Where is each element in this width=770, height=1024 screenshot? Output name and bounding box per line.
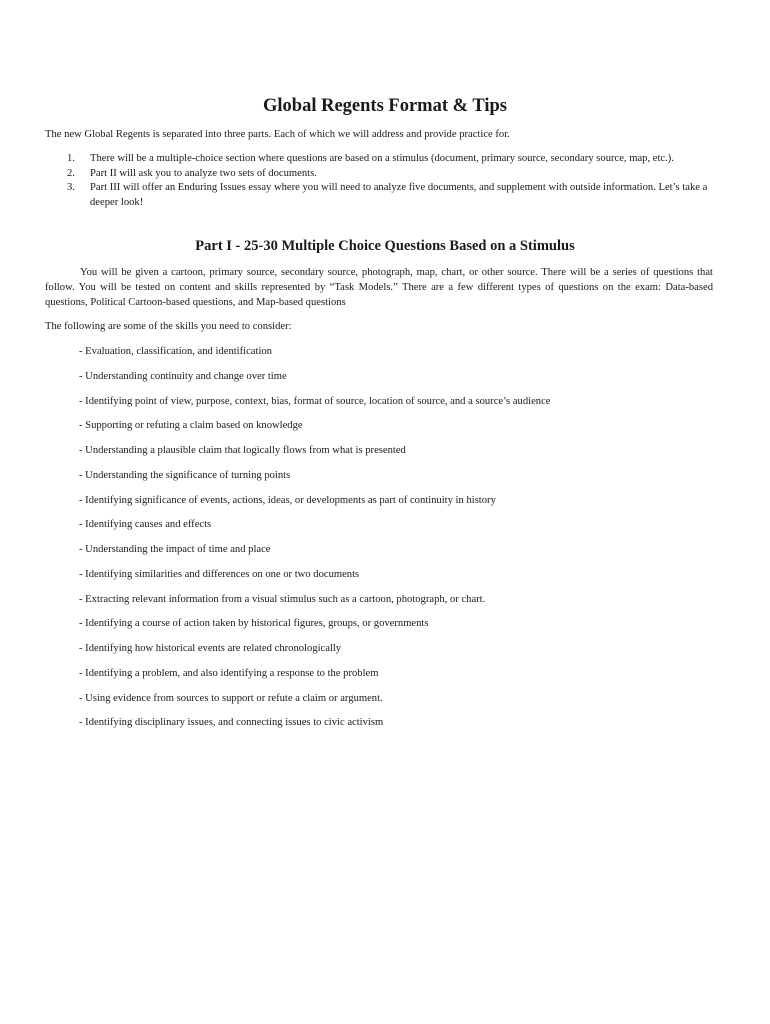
skill-item: - Identifying a problem, and also identifying a response to the problem [79,667,379,679]
list-number: 3. [67,182,75,194]
list-number: 2. [67,167,75,179]
skill-item: - Understanding a plausible claim that logically flows from what is presented [79,445,406,456]
list-text: Part III will offer an Enduring Issues essay where you will need to analyze five documents, and supplement with outside information. Let’s take a deeper look! [90,182,708,208]
skill-item: - Evaluation, classification, and identification [79,346,272,357]
skill-item: - Using evidence from sources to support or refute a claim or argument. [79,692,383,704]
skills-list [79,345,729,741]
list-number: 1. [67,153,75,164]
skill-item: - Identifying point of view, purpose, context, bias, format of source, location of source, and a source’s audience [79,395,551,407]
skill-item: - Identifying significance of events, actions, ideas, or developments as part of continuity in history [79,494,496,506]
skill-item: - Understanding the impact of time and place [79,544,271,555]
skills-intro: The following are some of the skills you need to consider: [45,321,292,332]
skill-item: - Identifying disciplinary issues, and connecting issues to civic activism [79,717,384,729]
list-text: There will be a multiple-choice section where questions are based on a stimulus (document, primary source, secondary source, map, etc.). [90,153,674,164]
page-title: Global Regents Format & Tips [263,96,507,116]
section-paragraph: You will be given a cartoon, primary source, secondary source, photograph, map, chart, or other source. There will be a series of questions that follow. You will be tested on content and skills represented by “Task Models.” There are a few different types of questions on the exam: Data-based questions, Political Cartoon-based questions, and Map-based questions [45,267,713,308]
skill-item: - Understanding the significance of turning points [79,469,291,481]
skill-item: - Identifying causes and effects [79,519,212,531]
list-text: Part II will ask you to analyze two sets of documents. [90,167,317,179]
section-heading: Part I - 25-30 Multiple Choice Questions Based on a Stimulus [195,238,575,254]
skill-item: - Identifying similarities and differences on one or two documents [79,568,360,580]
skill-item: - Identifying a course of action taken by historical figures, groups, or governments [79,618,429,630]
skill-item: - Understanding continuity and change over time [79,370,287,382]
list-item [45,167,735,182]
skill-item: - Extracting relevant information from a visual stimulus such as a cartoon, photograph, or chart. [79,593,486,605]
intro-paragraph: The new Global Regents is separated into three parts. Each of which we will address and provide practice for. [45,129,510,140]
parts-list [45,152,735,210]
list-item [45,152,735,167]
skill-item: - Identifying how historical events are related chronologically [79,643,342,654]
list-item [45,181,735,210]
skill-item: - Supporting or refuting a claim based on knowledge [79,420,303,432]
